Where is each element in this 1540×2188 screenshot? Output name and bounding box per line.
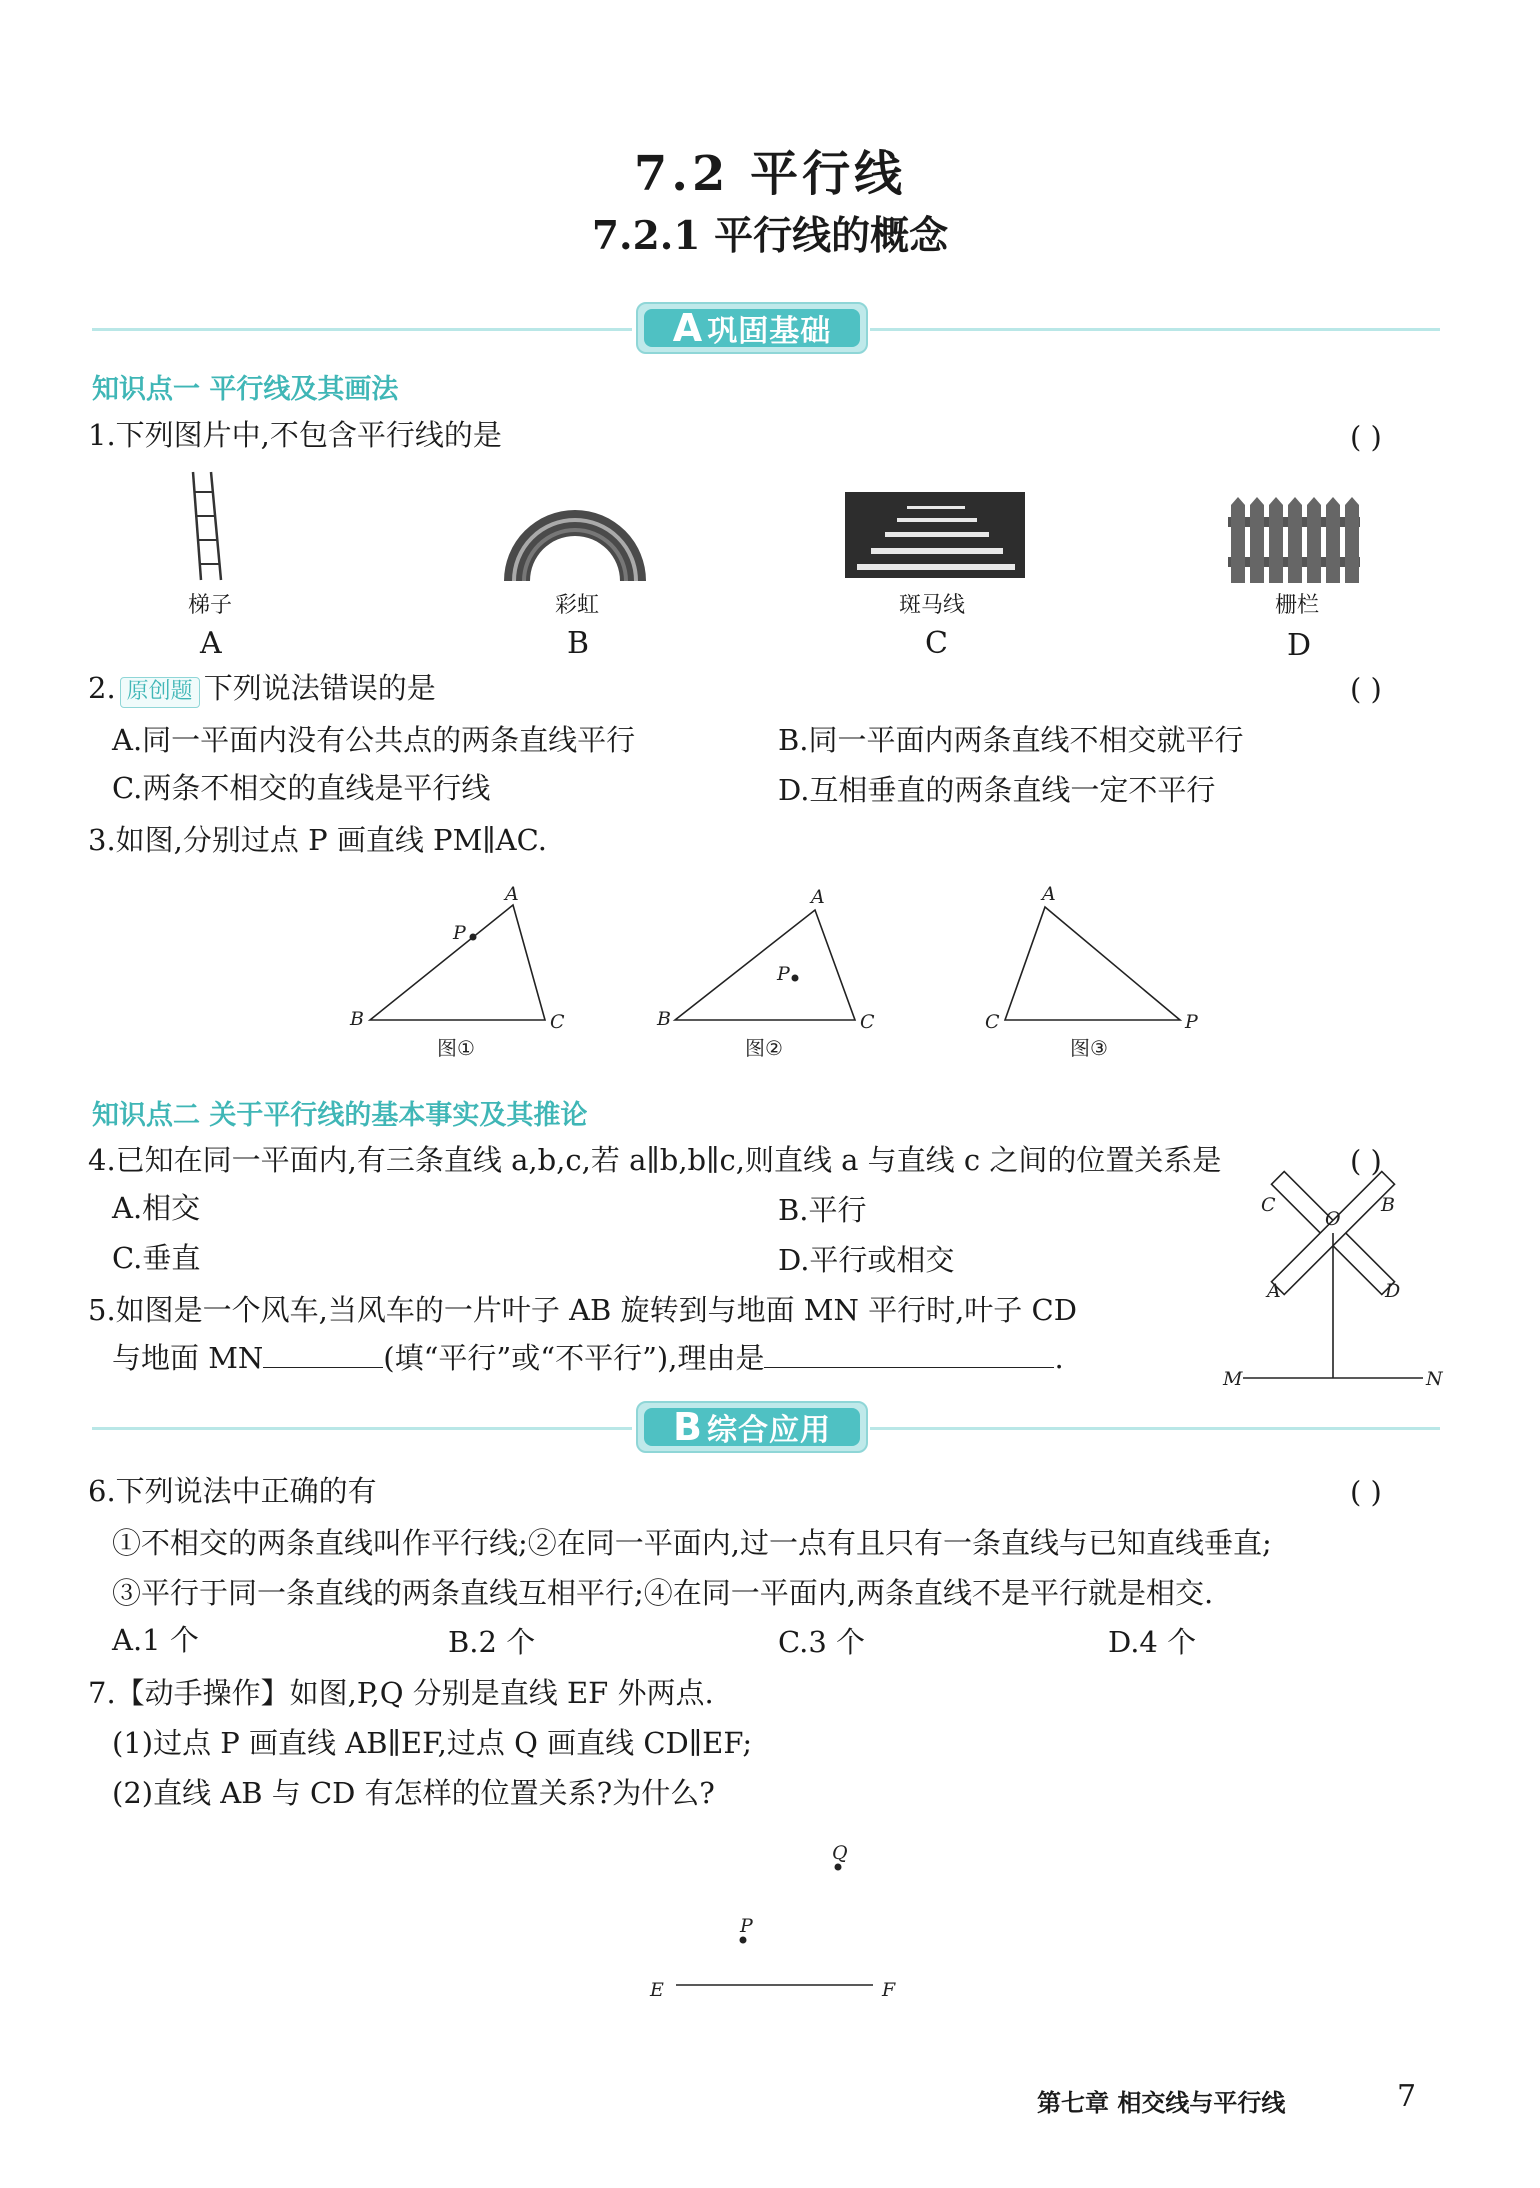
page-number: 7 xyxy=(1397,2079,1417,2114)
q5-text-b: (填“平行”或“不平行”),理由是 xyxy=(383,1341,765,1375)
q6-option-b: B.2 个 xyxy=(448,1625,536,1659)
section-b-label: 综合应用 xyxy=(706,1413,831,1448)
q6-statements-1: ①不相交的两条直线叫作平行线;②在同一平面内,过一点有且只有一条直线与已知直线垂直; xyxy=(112,1526,1272,1560)
q7-label-p: P xyxy=(740,1915,753,1937)
ladder-icon xyxy=(185,470,235,582)
q2-option-b: B.同一平面内两条直线不相交就平行 xyxy=(778,723,1244,757)
knowledge-point-1: 知识点一 平行线及其画法 xyxy=(92,374,399,405)
section-a-rule-left xyxy=(92,328,632,331)
q6-answer-paren: ( ) xyxy=(1350,1475,1382,1509)
q1-option-a: A xyxy=(200,626,222,661)
fence-icon xyxy=(1228,495,1360,583)
q2-number: 2. xyxy=(88,671,116,705)
windmill-figure xyxy=(1215,1185,1455,1395)
q6-option-d: D.4 个 xyxy=(1108,1625,1197,1659)
windmill-label-b: B xyxy=(1381,1194,1395,1216)
q4-option-a: A.相交 xyxy=(112,1191,201,1225)
q1-answer-paren: ( ) xyxy=(1350,420,1382,454)
q7-sub-2: (2)直线 AB 与 CD 有怎样的位置关系?为什么? xyxy=(112,1776,715,1810)
knowledge-point-2: 知识点二 关于平行线的基本事实及其推论 xyxy=(92,1100,588,1131)
fig3-caption: 图③ xyxy=(1070,1036,1108,1060)
q5-blank-2[interactable] xyxy=(764,1341,1054,1368)
chapter-footer: 第七章 相交线与平行线 xyxy=(1037,2089,1286,2117)
fig2-label-p: P xyxy=(777,963,790,985)
section-b-rule-right xyxy=(870,1427,1440,1430)
fig1-label-p: P xyxy=(453,922,466,944)
windmill-label-n: N xyxy=(1426,1368,1443,1390)
fig3-label-c: C xyxy=(985,1011,1000,1033)
section-b-rule-left xyxy=(92,1427,632,1430)
fig1-label-b: B xyxy=(350,1008,364,1030)
section-b-letter: B xyxy=(673,1405,703,1449)
q2-answer-paren: ( ) xyxy=(1350,672,1382,706)
zebra-crossing-icon xyxy=(845,492,1025,578)
windmill-label-o: O xyxy=(1325,1208,1341,1230)
fig1-label-c: C xyxy=(550,1011,565,1033)
q7-label-f: F xyxy=(882,1979,896,2001)
q2-option-a: A.同一平面内没有公共点的两条直线平行 xyxy=(112,723,636,757)
q1-option-b: B xyxy=(567,626,590,661)
section-b-badge xyxy=(636,1401,868,1453)
q1-caption-b: 彩虹 xyxy=(555,593,600,618)
q4-answer-paren: ( ) xyxy=(1350,1144,1382,1178)
q5-line-2 xyxy=(112,1340,1064,1378)
fig2-label-b: B xyxy=(657,1008,671,1030)
q7-label-q: Q xyxy=(832,1842,848,1864)
fig2-label-c: C xyxy=(860,1011,875,1033)
windmill-label-d: D xyxy=(1385,1280,1401,1302)
fig3-label-a: A xyxy=(1042,883,1056,905)
q7-stem: 7.【动手操作】如图,P,Q 分别是直线 EF 外两点. xyxy=(88,1676,714,1710)
section-a-badge xyxy=(636,302,868,354)
q7-figure xyxy=(640,1835,920,2015)
windmill-label-c: C xyxy=(1261,1194,1276,1216)
fig3-label-p: P xyxy=(1185,1011,1198,1033)
original-question-tag: 原创题 xyxy=(120,677,200,708)
q5-blank-1[interactable] xyxy=(263,1341,383,1368)
fig1-label-a: A xyxy=(505,883,519,905)
q1-caption-c: 斑马线 xyxy=(899,593,966,618)
q3-triangle-figures xyxy=(345,883,1198,1070)
section-a-rule-right xyxy=(870,328,1440,331)
q6-option-a: A.1 个 xyxy=(112,1623,199,1657)
rainbow-icon xyxy=(500,505,650,583)
fig2-caption: 图② xyxy=(745,1036,783,1060)
q4-stem: 4.已知在同一平面内,有三条直线 a,b,c,若 a∥b,b∥c,则直线 a 与直线 c 之间的位置关系是 xyxy=(88,1143,1222,1177)
q1-option-c: C xyxy=(925,626,948,661)
q6-statements-2: ③平行于同一条直线的两条直线互相平行;④在同一平面内,两条直线不是平行就是相交. xyxy=(112,1576,1214,1610)
q6-stem: 6.下列说法中正确的有 xyxy=(88,1474,377,1508)
q1-option-d: D xyxy=(1287,628,1312,663)
q4-option-b: B.平行 xyxy=(778,1193,867,1227)
fig2-label-a: A xyxy=(811,886,825,908)
q4-option-c: C.垂直 xyxy=(112,1241,201,1275)
section-a-label: 巩固基础 xyxy=(707,314,832,349)
q1-caption-a: 梯子 xyxy=(188,593,233,618)
fig1-caption: 图① xyxy=(437,1036,475,1060)
q5-text-c: . xyxy=(1054,1341,1064,1375)
section-a-letter: A xyxy=(672,306,704,350)
q7-label-e: E xyxy=(650,1979,664,2001)
q1-caption-d: 栅栏 xyxy=(1275,593,1320,618)
q2-option-d: D.互相垂直的两条直线一定不平行 xyxy=(778,773,1216,807)
subsection-title: 7.2.1 平行线的概念 xyxy=(591,213,949,259)
q5-line-1: 5.如图是一个风车,当风车的一片叶子 AB 旋转到与地面 MN 平行时,叶子 CD xyxy=(88,1293,1077,1327)
q3-stem: 3.如图,分别过点 P 画直线 PM∥AC. xyxy=(88,823,547,857)
q6-option-c: C.3 个 xyxy=(778,1625,866,1659)
q5-text-a: 与地面 MN xyxy=(112,1341,264,1375)
q4-option-d: D.平行或相交 xyxy=(778,1243,955,1277)
q1-stem: 1.下列图片中,不包含平行线的是 xyxy=(88,418,502,452)
windmill-label-a: A xyxy=(1267,1280,1281,1302)
windmill-label-m: M xyxy=(1223,1368,1243,1390)
q7-sub-1: (1)过点 P 画直线 AB∥EF,过点 Q 画直线 CD∥EF; xyxy=(112,1726,753,1760)
q2-option-c: C.两条不相交的直线是平行线 xyxy=(112,771,491,805)
section-title: 7.2 平行线 xyxy=(633,146,907,202)
q2-text: 下列说法错误的是 xyxy=(203,671,436,705)
q2-stem xyxy=(88,670,436,708)
